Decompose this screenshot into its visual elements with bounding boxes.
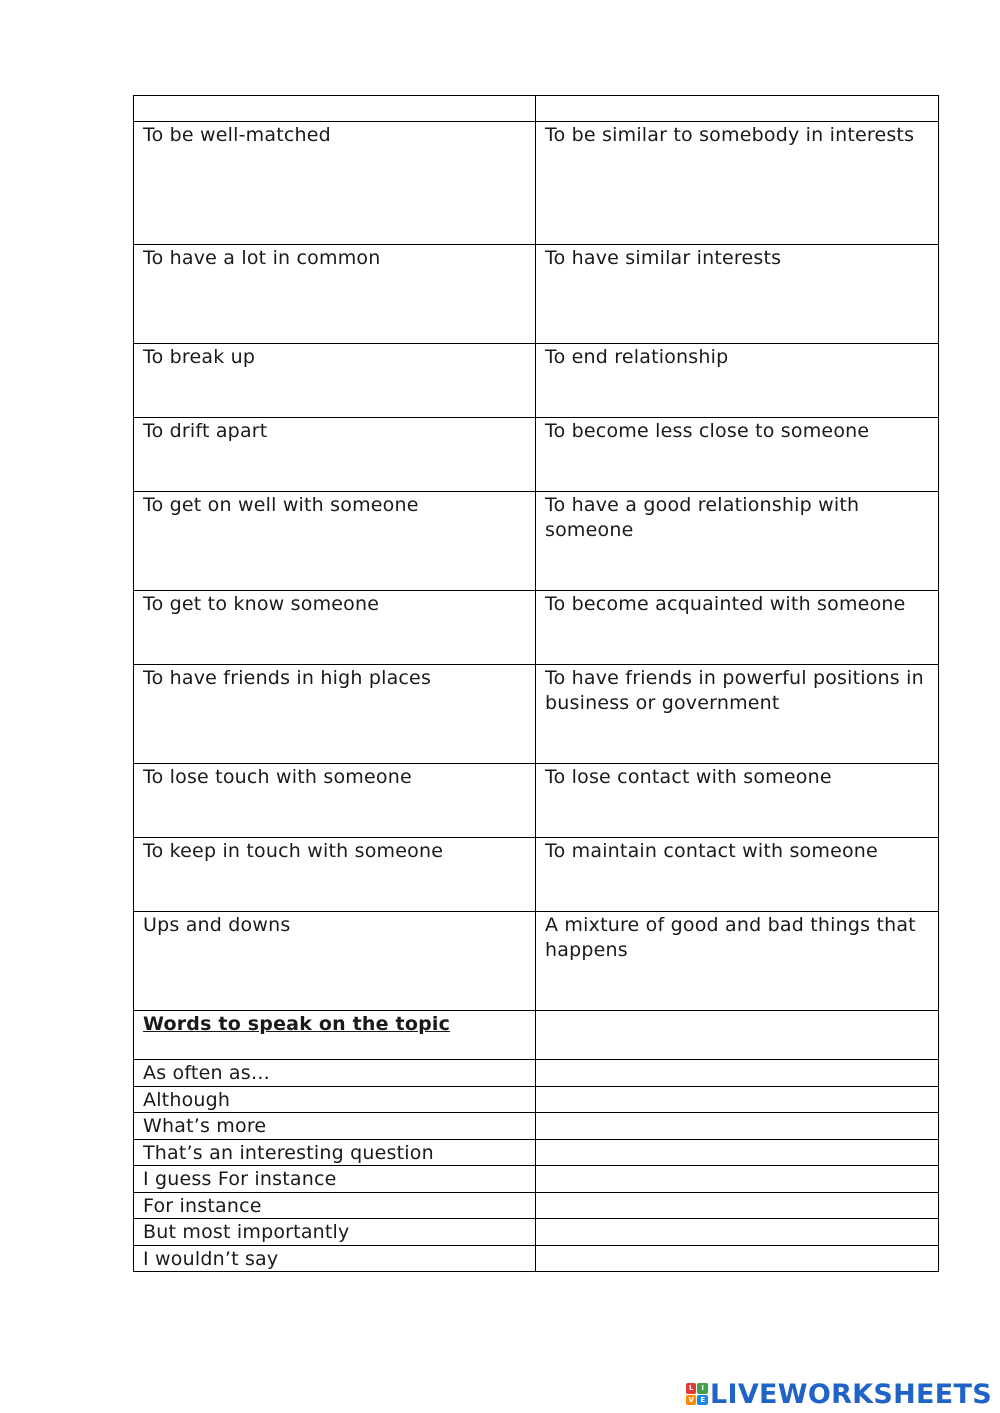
definition-cell: To become acquainted with someone	[536, 591, 939, 665]
table-row	[134, 838, 939, 912]
term-cell: To have friends in high places	[134, 665, 536, 764]
phrase-row	[134, 1113, 939, 1140]
logo-mark-icon	[686, 1383, 708, 1405]
term-cell: Ups and downs	[134, 912, 536, 1011]
definition-cell: To become less close to someone	[536, 418, 939, 492]
phrase-cell: But most importantly	[134, 1219, 536, 1246]
definition-cell: To have similar interests	[536, 245, 939, 344]
definition-cell: To have a good relationship with someone	[536, 492, 939, 591]
table-row	[134, 344, 939, 418]
section-heading: Words to speak on the topic	[143, 1013, 451, 1035]
definition-cell: To end relationship	[536, 344, 939, 418]
definition-cell: To lose contact with someone	[536, 764, 939, 838]
empty-cell	[536, 1192, 939, 1219]
liveworksheets-logo[interactable]	[686, 1379, 992, 1409]
table-row	[134, 591, 939, 665]
term-cell: To be well-matched	[134, 122, 536, 245]
table-row	[134, 122, 939, 245]
table-row	[134, 665, 939, 764]
term-cell: To get to know someone	[134, 591, 536, 665]
definition-cell: A mixture of good and bad things that happens	[536, 912, 939, 1011]
phrase-row	[134, 1060, 939, 1087]
vocabulary-table	[133, 95, 939, 1272]
term-cell: To have a lot in common	[134, 245, 536, 344]
empty-cell	[536, 1139, 939, 1166]
term-cell: To keep in touch with someone	[134, 838, 536, 912]
definition-cell: To be similar to somebody in interests	[536, 122, 939, 245]
phrase-cell: For instance	[134, 1192, 536, 1219]
section-heading-cell	[134, 1011, 536, 1060]
header-cell-left	[134, 96, 536, 122]
section-heading-row	[134, 1011, 939, 1060]
table-row	[134, 912, 939, 1011]
term-cell: To break up	[134, 344, 536, 418]
empty-cell	[536, 1011, 939, 1060]
header-cell-right	[536, 96, 939, 122]
empty-cell	[536, 1219, 939, 1246]
term-cell: To get on well with someone	[134, 492, 536, 591]
table-row	[134, 418, 939, 492]
phrase-cell: That’s an interesting question	[134, 1139, 536, 1166]
phrase-row	[134, 1086, 939, 1113]
phrase-cell: I guess For instance	[134, 1166, 536, 1193]
logo-mark-letter: V	[686, 1395, 697, 1406]
phrase-row	[134, 1139, 939, 1166]
phrase-cell: What’s more	[134, 1113, 536, 1140]
phrase-cell: I wouldn’t say	[134, 1245, 536, 1272]
logo-mark-letter: L	[686, 1383, 697, 1394]
phrase-row	[134, 1192, 939, 1219]
logo-mark-letter: E	[697, 1395, 708, 1406]
logo-mark-letter: I	[697, 1383, 708, 1394]
header-row	[134, 96, 939, 122]
empty-cell	[536, 1060, 939, 1087]
empty-cell	[536, 1086, 939, 1113]
phrase-row	[134, 1219, 939, 1246]
table-row	[134, 764, 939, 838]
term-cell: To drift apart	[134, 418, 536, 492]
phrase-cell: Although	[134, 1086, 536, 1113]
term-cell: To lose touch with someone	[134, 764, 536, 838]
empty-cell	[536, 1166, 939, 1193]
phrase-row	[134, 1245, 939, 1272]
empty-cell	[536, 1113, 939, 1140]
phrase-row	[134, 1166, 939, 1193]
phrase-cell: As often as…	[134, 1060, 536, 1087]
table-row	[134, 245, 939, 344]
definition-cell: To have friends in powerful positions in business or government	[536, 665, 939, 764]
definition-cell: To maintain contact with someone	[536, 838, 939, 912]
empty-cell	[536, 1245, 939, 1272]
logo-text: LIVEWORKSHEETS	[709, 1378, 992, 1410]
table-row	[134, 492, 939, 591]
